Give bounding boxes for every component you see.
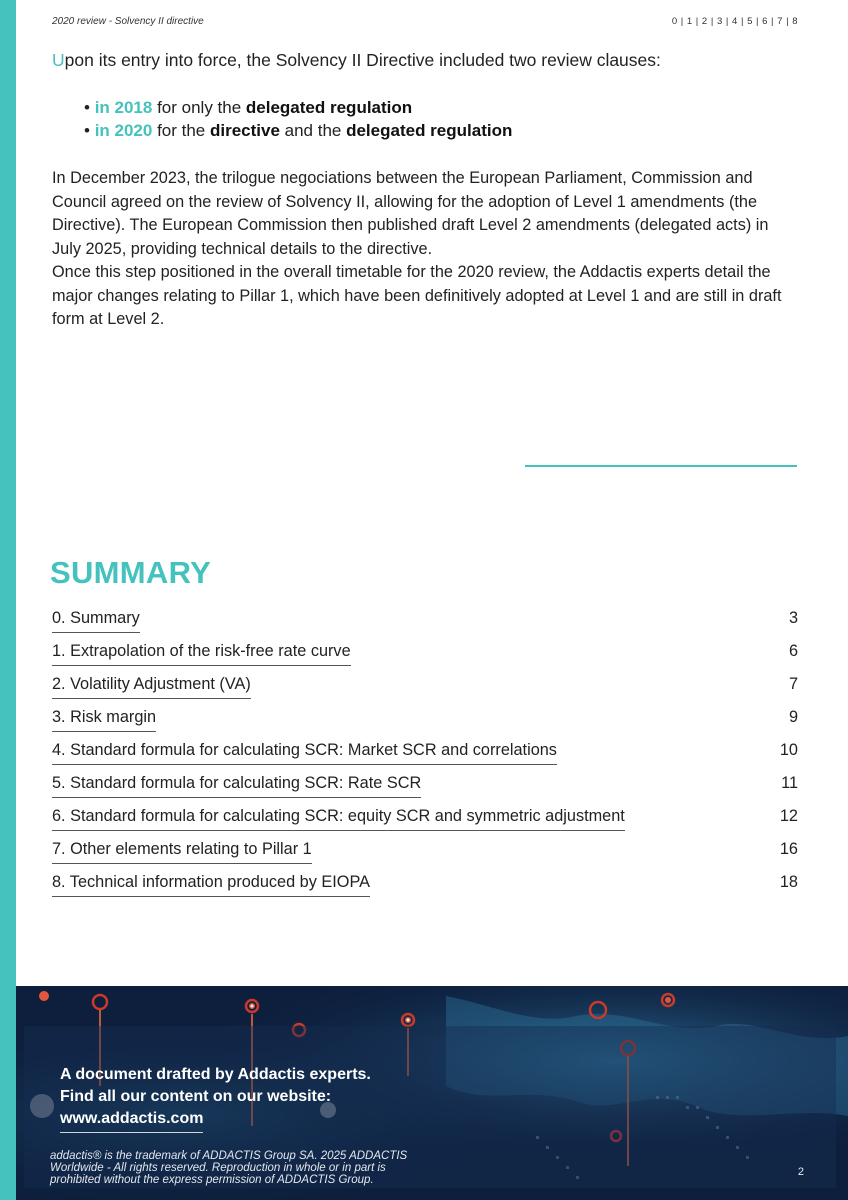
legal-line: Worldwide - All rights reserved. Reproduction in whole or in part is [50,1162,386,1174]
legal-line: addactis® is the trademark of ADDACTIS Group SA. 2025 ADDACTIS [50,1150,408,1162]
intro-dropcap: U [52,50,65,70]
page-number: 2 [797,1166,804,1178]
toc-item-label[interactable]: 2. Volatility Adjustment (VA) [52,673,251,699]
toc-item-page: 10 [779,741,798,759]
nav-section-7[interactable]: 7 [777,16,783,27]
nav-section-3[interactable]: 3 [716,16,723,27]
list-item [84,119,512,142]
toc-item-equity-scr[interactable] [52,805,798,838]
toc-item-volatility-adjustment[interactable] [52,673,798,706]
accent-side-bar [0,0,16,1200]
bullet-text: for only the [152,98,246,117]
review-clauses-list [84,96,512,142]
toc-item-extrapolation[interactable] [52,640,798,673]
toc-item-summary[interactable] [52,607,798,640]
bullet-bold-term: delegated regulation [245,98,413,117]
footer-line-1: A document drafted by Addactis experts. [60,1066,371,1083]
document-header-title: 2020 review - Solvency II directive [52,16,204,27]
list-item [84,96,512,119]
toc-item-page: 9 [788,708,798,726]
toc-item-risk-margin[interactable] [52,706,798,739]
toc-item-label[interactable]: 8. Technical information produced by EIOPA [52,871,370,897]
footer-banner [16,986,848,1200]
bullet-marker: • [84,121,90,140]
nav-section-4[interactable]: 4 [732,16,738,27]
toc-item-market-scr[interactable] [52,739,798,772]
toc-item-page: 3 [788,609,798,627]
section-navigation: 0 | 1 | 2 | 3 | 4 | 5 | 6 | 7 | 8 [671,16,798,27]
bullet-year: in 2020 [94,121,153,140]
toc-item-page: 6 [788,642,798,660]
section-divider [525,465,797,467]
bullet-year: in 2018 [94,98,153,117]
bullet-marker: • [84,98,90,117]
body-paragraph-trilogue: In December 2023, the trilogue negociations between the European Parliament, Commission and Council agreed on the review of Solvency II, allowing for the adoption of Level 1 amendments (the Directive). The European Commission then published draft Level 2 amendments (delegated acts) in July 2025, providing technical details to the directive. [52,169,769,258]
nav-section-5[interactable]: 5 [747,16,753,27]
table-of-contents [52,607,798,904]
nav-section-1[interactable]: 1 [686,16,693,27]
footer-line-2: Find all our content on our website: [60,1088,332,1105]
toc-item-label[interactable]: 4. Standard formula for calculating SCR: Market SCR and correlations [52,739,557,765]
footer-message [60,1064,371,1133]
nav-section-6[interactable]: 6 [762,16,768,27]
toc-item-page: 7 [788,675,798,693]
nav-section-0[interactable]: 0 [671,16,678,27]
toc-item-eiopa[interactable] [52,871,798,904]
bullet-text: for the [152,121,210,140]
toc-item-label[interactable]: 1. Extrapolation of the risk-free rate curve [52,640,351,666]
toc-item-page: 18 [779,873,798,891]
toc-item-label[interactable]: 6. Standard formula for calculating SCR: equity SCR and symmetric adjustment [52,805,625,831]
body-paragraph-pillar1: Once this step positioned in the overall timetable for the 2020 review, the Addactis experts detail the major changes relating to Pillar 1, which have been definitively adopted at Level 1 and are still in draft form at Level 2. [52,263,782,328]
bullet-bold-term: delegated regulation [346,121,513,140]
toc-item-page: 11 [781,774,798,792]
toc-item-label[interactable]: 7. Other elements relating to Pillar 1 [52,838,312,864]
intro-text: pon its entry into force, the Solvency II Directive included two review clauses: [64,50,661,70]
toc-item-rate-scr[interactable] [52,772,798,805]
toc-item-page: 16 [779,840,798,858]
bullet-bold-term: directive [209,121,280,140]
toc-item-label[interactable]: 3. Risk margin [52,706,156,732]
toc-item-other-pillar1[interactable] [52,838,798,871]
toc-item-page: 12 [779,807,798,825]
legal-line: prohibited without the express permission of ADDACTIS Group. [50,1174,374,1186]
nav-section-8[interactable]: 8 [792,16,798,27]
summary-heading: SUMMARY [50,555,212,590]
website-link[interactable]: www.addactis.com [60,1108,203,1133]
toc-item-label[interactable]: 5. Standard formula for calculating SCR: Rate SCR [52,772,421,798]
toc-item-label[interactable]: 0. Summary [52,607,140,633]
bullet-text: and the [279,121,347,140]
footer-legal-notice [50,1150,470,1186]
nav-section-2[interactable]: 2 [701,16,708,27]
intro-sentence [52,50,802,71]
